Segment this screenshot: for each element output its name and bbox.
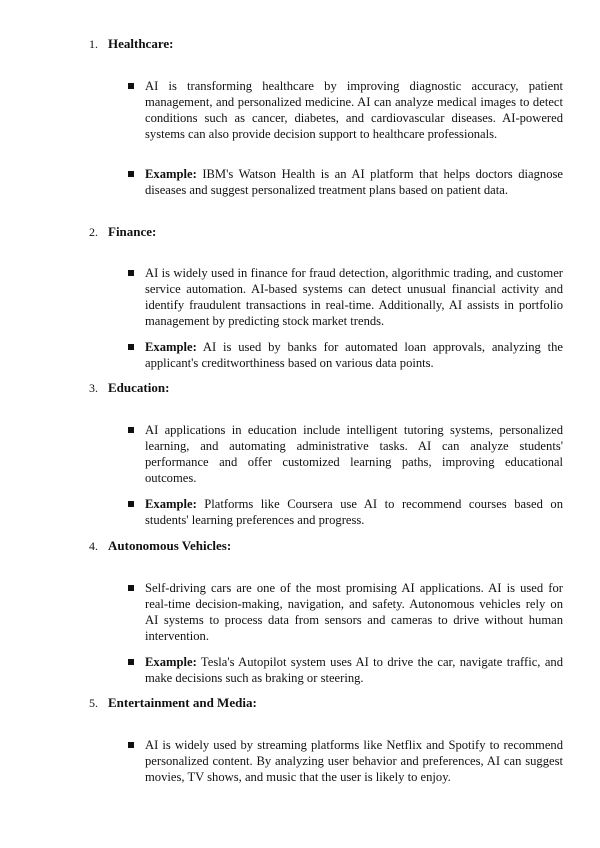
example-text: Example: Platforms like Coursera use AI to recommend courses based on students' learning preferences and progress. <box>145 497 563 527</box>
section-number: 4. <box>89 539 98 553</box>
overview-text: Self-driving cars are one of the most promising AI applications. AI is used for real-time decision-making, navigation, and safety. Autonomous vehicles rely on AI systems to process data from sensors and cameras to drive without human intervention. <box>145 581 563 643</box>
section-number: 2. <box>89 225 98 239</box>
example-text: Example: AI is used by banks for automated loan approvals, analyzing the applicant's creditworthiness based on various data points. <box>145 340 563 370</box>
overview-text: AI is widely used in finance for fraud detection, algorithmic trading, and customer service automation. AI-based systems can detect unusual financial activity and identify fraudulent transactions in real-time. Additionally, AI assists in portfolio management by predicting stock market trends. <box>145 266 563 328</box>
section-number: 3. <box>89 381 98 395</box>
square-bullet-icon <box>128 501 134 507</box>
overview-text: AI is widely used by streaming platforms like Netflix and Spotify to recommend personalized content. By analyzing user behavior and preferences, AI can suggest movies, TV shows, and music that the user is likely to enjoy. <box>145 738 563 784</box>
section-title: Healthcare: <box>108 36 174 51</box>
section-title: Entertainment and Media: <box>108 695 257 710</box>
overview-text: AI is transforming healthcare by improving diagnostic accuracy, patient management, and personalized medicine. AI can analyze medical images to detect conditions such as cancer, diabetes, and cardiovascular diseases. AI-powered systems can also provide decision support to healthcare professionals. <box>145 79 563 141</box>
section-number: 1. <box>89 37 98 51</box>
square-bullet-icon <box>128 270 134 276</box>
example-label: Example: <box>145 340 197 354</box>
section-title: Finance: <box>108 224 157 239</box>
square-bullet-icon <box>128 585 134 591</box>
square-bullet-icon <box>128 83 134 89</box>
square-bullet-icon <box>128 344 134 350</box>
square-bullet-icon <box>128 171 134 177</box>
example-label: Example: <box>145 167 197 181</box>
section-title: Autonomous Vehicles: <box>108 538 232 553</box>
overview-text: AI applications in education include intelligent tutoring systems, personalized learning, and automating administrative tasks. AI can analyze students' performance and offer customized learning paths, improving educational outcomes. <box>145 423 563 485</box>
square-bullet-icon <box>128 659 134 665</box>
example-label: Example: <box>145 655 197 669</box>
square-bullet-icon <box>128 742 134 748</box>
example-text: Example: IBM's Watson Health is an AI platform that helps doctors diagnose diseases and suggest personalized treatment plans based on patient data. <box>145 167 563 197</box>
example-text: Example: Tesla's Autopilot system uses AI to drive the car, navigate traffic, and make decisions such as braking or steering. <box>145 655 563 685</box>
section-title: Education: <box>108 380 170 395</box>
square-bullet-icon <box>128 427 134 433</box>
example-label: Example: <box>145 497 197 511</box>
section-number: 5. <box>89 696 98 710</box>
